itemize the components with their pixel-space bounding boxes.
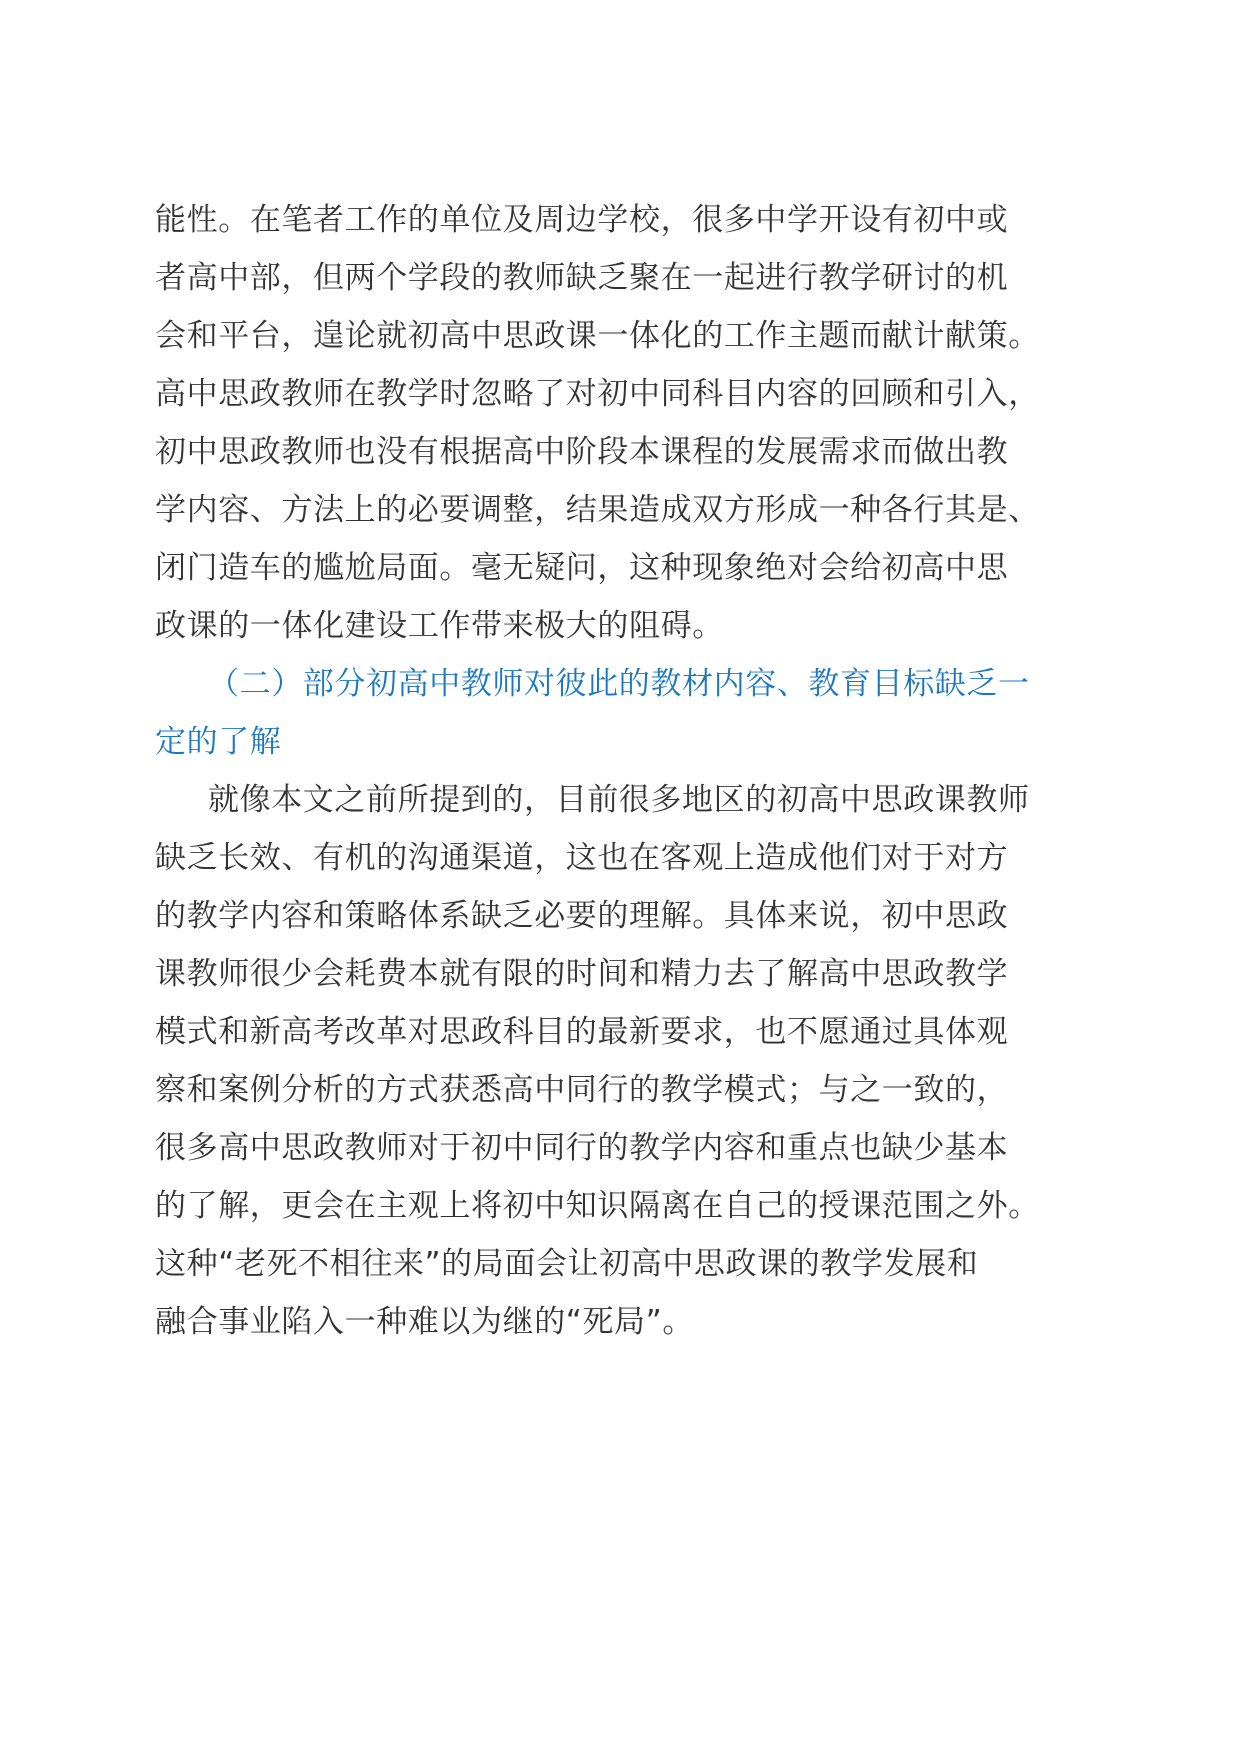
section-heading-continued: 定的了解 [155, 724, 282, 760]
paragraph-line: 缺乏长效、有机的沟通渠道，这也在客观上造成他们对于对方 [155, 840, 1009, 876]
paragraph-line: 课教师很少会耗费本就有限的时间和精力去了解高中思政教学 [155, 956, 1009, 992]
paragraph-line: 模式和新高考改革对思政科目的最新要求，也不愿通过具体观 [155, 1014, 1009, 1050]
paragraph-line: 者高中部，但两个学段的教师缺乏聚在一起进行教学研讨的机 [155, 260, 1009, 296]
paragraph-line: 学内容、方法上的必要调整，结果造成双方形成一种各行其是、 [155, 492, 1040, 528]
paragraph-line: 能性。在笔者工作的单位及周边学校，很多中学开设有初中或 [155, 202, 1009, 238]
paragraph-line: 很多高中思政教师对于初中同行的教学内容和重点也缺少基本 [155, 1130, 1009, 1166]
paragraph-line: 察和案例分析的方式获悉高中同行的教学模式；与之一致的， [155, 1072, 1009, 1108]
paragraph-line: 闭门造车的尴尬局面。毫无疑问，这种现象绝对会给初高中思 [155, 550, 1009, 586]
paragraph-line: 这种“老死不相往来”的局面会让初高中思政课的教学发展和 [155, 1246, 979, 1282]
paragraph-line: 初中思政教师也没有根据高中阶段本课程的发展需求而做出教 [155, 434, 1009, 470]
paragraph-line: 就像本文之前所提到的，目前很多地区的初高中思政课教师 [208, 782, 1030, 818]
paragraph-line: 会和平台，遑论就初高中思政课一体化的工作主题而献计献策。 [155, 318, 1040, 354]
section-heading: （二）部分初高中教师对彼此的教材内容、教育目标缺乏一 [208, 666, 1030, 702]
paragraph-line: 的了解，更会在主观上将初中知识隔离在自己的授课范围之外。 [155, 1188, 1040, 1224]
paragraph-line: 高中思政教师在教学时忽略了对初中同科目内容的回顾和引入， [155, 376, 1040, 412]
paragraph-line: 政课的一体化建设工作带来极大的阻碍。 [155, 608, 724, 644]
paragraph-line: 的教学内容和策略体系缺乏必要的理解。具体来说，初中思政 [155, 898, 1009, 934]
paragraph-line: 融合事业陷入一种难以为继的“死局”。 [155, 1304, 694, 1340]
